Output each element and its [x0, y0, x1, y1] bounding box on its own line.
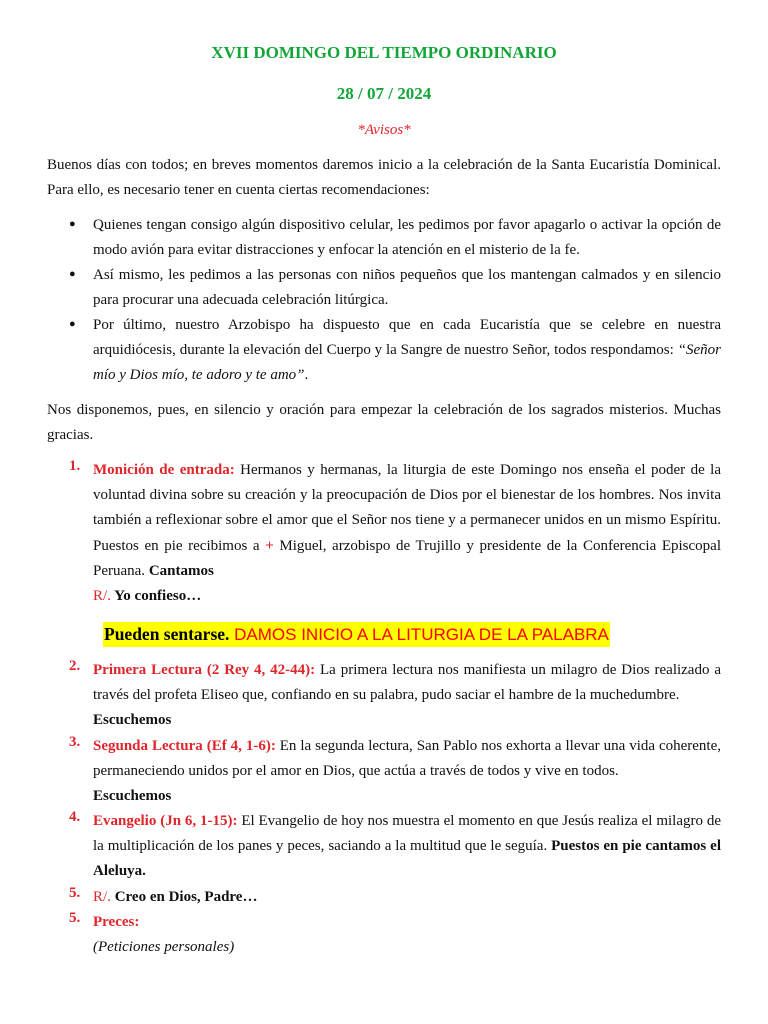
item-label: Preces: — [93, 914, 140, 930]
preces-note: (Peticiones personales) — [93, 939, 235, 956]
item-label: Primera Lectura (2 Rey 4, 42-44): — [93, 662, 316, 678]
response-mark: R/. — [93, 588, 111, 605]
bullet-icon: ● — [69, 218, 76, 230]
closing-paragraph: Nos disponemos, pues, en silencio y oración para empezar la celebración de los sagrados misterios. Muchas gracias. — [47, 402, 721, 443]
item-label: Evangelio (Jn 6, 1-15): — [93, 813, 238, 829]
item-number: 4. — [69, 809, 81, 825]
item-text: En la segunda lectura, San Pablo nos exhorta a llevar una vida coherente, permaneciendo unidos por el amor en Dios, que actúa a través de todos y vive en todos. — [93, 738, 721, 780]
monicion-entrada — [93, 458, 721, 609]
recommendation-item — [93, 313, 721, 389]
avisos-heading: *Avisos* — [357, 122, 411, 138]
intro-paragraph: Buenos días con todos; en breves momentos daremos inicio a la celebración de la Santa Eucaristía Dominical. Para ello, es necesario tener en cuenta ciertas recomendaciones: — [47, 157, 721, 198]
banner-instruction: Pueden sentarse. — [104, 624, 230, 644]
evangelio — [93, 809, 721, 885]
liturgy-banner — [103, 622, 610, 647]
document-title: XVII DOMINGO DEL TIEMPO ORDINARIO — [211, 43, 557, 62]
preces — [93, 910, 721, 960]
recommendation-text: Por último, nuestro Arzobispo ha dispuesto que en cada Eucaristía que se celebre en nuestra arquidiócesis, durante la elevación del Cuerpo y la Sangre de nuestro Señor, todos respondamos: — [93, 317, 721, 359]
recommendation-item: Quienes tengan consigo algún dispositivo celular, les pedimos por favor apagarlo o activar la opción de modo avión para evitar distracciones y enfocar la atención en el misterio de la fe. — [93, 217, 721, 259]
bullet-icon: ● — [69, 318, 76, 330]
item-label: Segunda Lectura (Ef 4, 1-6): — [93, 738, 276, 754]
item-number: 2. — [69, 658, 81, 674]
recommendation-quote: “Señor mío y Dios mío, te adoro y te amo” — [93, 342, 721, 384]
item-text: El Evangelio de hoy nos muestra el momento en que Jesús realiza el milagro de la multiplicación de los panes y peces, saciando a la multitud que le seguía. — [93, 813, 721, 855]
item-text: La primera lectura nos manifiesta un milagro de Dios realizado a través del profeta Eliseo que, confiando en su palabra, pudo saciar el hambre de la muchedumbre. — [93, 662, 721, 704]
item-number: 1. — [69, 458, 81, 474]
item-number: 5. — [69, 885, 81, 901]
item-number: 3. — [69, 734, 81, 750]
recommendation-quote-end: . — [304, 367, 309, 384]
item-cue: Escuchemos — [93, 788, 172, 805]
response-text: Creo en Dios, Padre… — [110, 889, 258, 905]
segunda-lectura — [93, 734, 721, 810]
banner-heading: DAMOS INICIO A LA LITURGIA DE LA PALABRA — [229, 625, 609, 644]
item-cue: Puestos en pie cantamos el Aleluya. — [93, 838, 721, 880]
document-date: 28 / 07 / 2024 — [336, 84, 432, 103]
item-number: 5. — [69, 910, 81, 926]
cross-icon: + — [265, 537, 274, 554]
bullet-icon: ● — [69, 268, 76, 280]
item-text: Miguel, arzobispo de Trujillo y presidente de la Conferencia Episcopal Peruana. — [93, 537, 721, 579]
item-label: Monición de entrada: — [93, 462, 235, 478]
item-cue: Escuchemos — [93, 712, 172, 729]
item-cue: Cantamos — [148, 562, 214, 579]
response-text: Yo confieso… — [110, 588, 202, 605]
item-text: Hermanos y hermanas, la liturgia de este Domingo nos enseña el poder de la voluntad divina sobre su creación y la preocupación de Dios por el bienestar de los hombres. Nos invita también a reflexionar sobre el amor que el Señor nos tiene y a permanecer unidos en un mismo Espíritu. Puestos en pie recibimos a — [93, 462, 721, 554]
response-mark: R/. — [93, 889, 111, 905]
primera-lectura — [93, 658, 721, 734]
credo-response — [93, 885, 721, 910]
recommendation-item: Así mismo, les pedimos a las personas con niños pequeños que los mantengan calmados y en silencio para procurar una adecuada celebración litúrgica. — [93, 267, 721, 309]
